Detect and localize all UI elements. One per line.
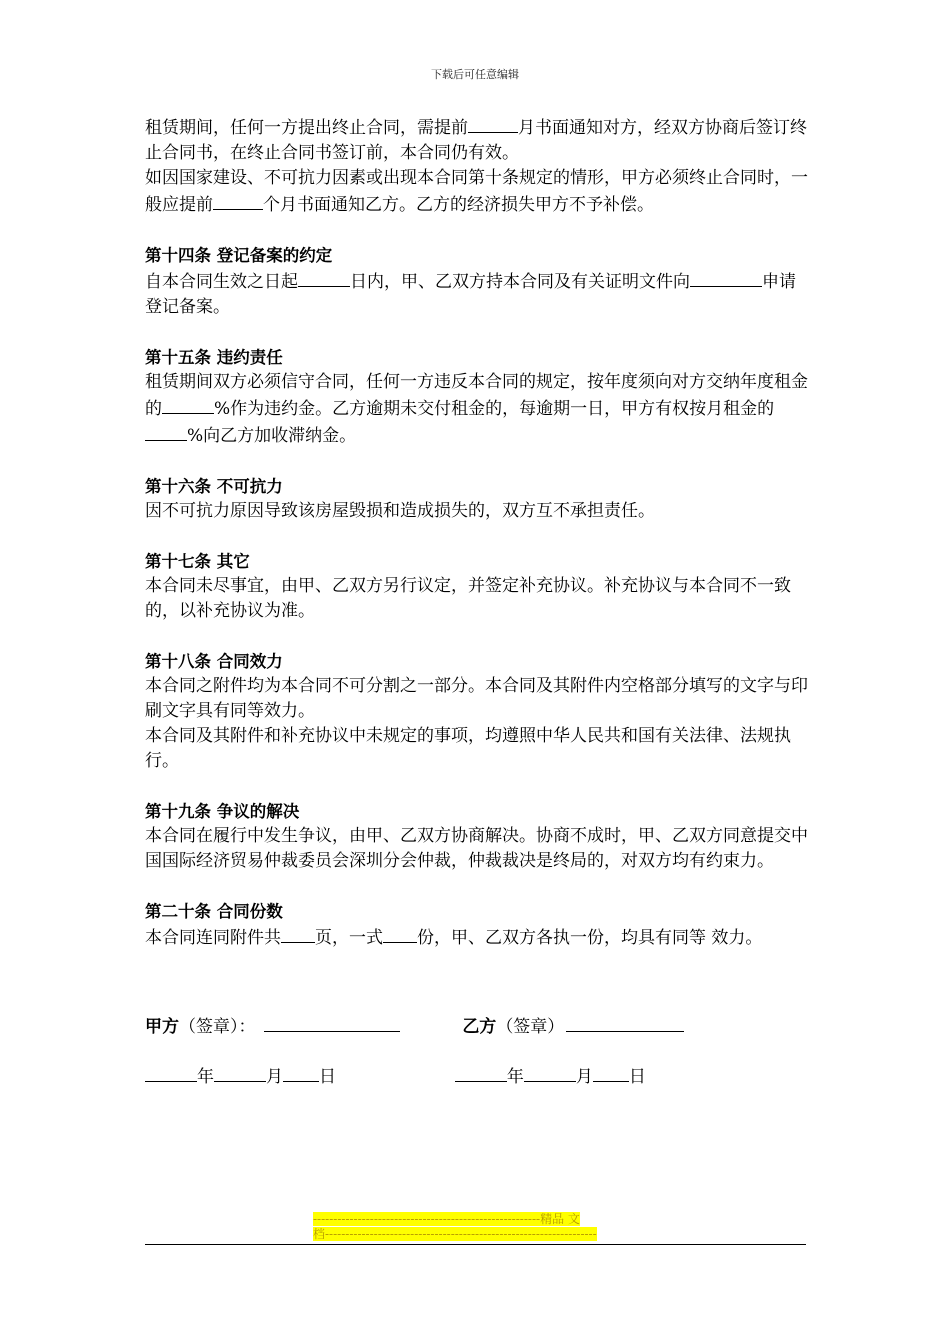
text: 日内，甲、乙双方持本合同及有关证明文件向 <box>350 272 690 292</box>
date-row <box>145 1062 646 1087</box>
text: %作为违约金。乙方逾期未交付租金的，每逾期一日，甲方有权按月租金的 <box>214 399 775 419</box>
blank-field <box>162 395 214 414</box>
paragraph <box>145 268 810 320</box>
text: 页，一式 <box>315 928 383 948</box>
section-20 <box>145 899 810 951</box>
text: 本合同连同附件共 <box>145 928 281 948</box>
blank-field <box>383 924 417 943</box>
blank-field <box>455 1063 507 1082</box>
intro-section <box>145 114 810 218</box>
signature-row <box>145 1012 684 1037</box>
footer-divider <box>145 1244 806 1245</box>
text: 个月书面通知乙方。乙方的经济损失甲方不予补偿。 <box>263 195 654 215</box>
text: %向乙方加收滞纳金。 <box>187 426 357 446</box>
paragraph: 本合同及其附件和补充协议中未规定的事项，均遵照中华人民共和国有关法律、法规执行。 <box>145 726 791 771</box>
party-b-seal-label: （签章） <box>496 1017 565 1037</box>
blank-field <box>283 1063 319 1082</box>
section-heading: 第二十条 合同份数 <box>145 902 283 921</box>
text: 申请登记备案。 <box>145 272 796 317</box>
blank-field <box>145 422 187 441</box>
footer-text: 档------------------------------------------------------------------- <box>313 1227 597 1241</box>
section-15 <box>145 345 810 449</box>
paragraph: 本合同之附件均为本合同不可分割之一部分。本合同及其附件内空格部分填写的文字与印刷文字具有同等效力。 <box>145 676 808 721</box>
month-label: 月 <box>266 1067 283 1087</box>
paragraph: 本合同未尽事宜，由甲、乙双方另行议定，并签定补充协议。补充协议与本合同不一致的，以补充协议为准。 <box>145 576 791 621</box>
blank-field <box>281 924 315 943</box>
text: 份，甲、乙双方各执一份，均具有同等 效力。 <box>417 928 763 948</box>
day-label: 日 <box>319 1067 336 1087</box>
blank-field <box>298 268 350 287</box>
section-17 <box>145 549 810 624</box>
party-a-signature-field <box>264 1013 400 1032</box>
section-heading: 第十六条 不可抗力 <box>145 477 283 496</box>
text: 租赁期间，任何一方提出终止合同，需提前 <box>145 118 468 138</box>
text: 月书面通知对方，经双方协商后签订终止合同书，在终止合同书签订前，本合同仍有效。 <box>145 118 807 163</box>
section-16 <box>145 474 810 524</box>
section-heading: 第十五条 违约责任 <box>145 348 283 367</box>
paragraph: 本合同在履行中发生争议，由甲、乙双方协商解决。协商不成时，甲、乙双方同意提交中国国际经济贸易仲裁委员会深圳分会仲裁，仲裁裁决是终局的，对双方均有约束力。 <box>145 826 808 871</box>
section-14 <box>145 243 810 320</box>
party-a-label: 甲方 <box>145 1017 179 1037</box>
section-heading: 第十七条 其它 <box>145 552 250 571</box>
blank-field <box>145 1063 197 1082</box>
blank-field <box>593 1063 629 1082</box>
blank-field <box>690 268 750 287</box>
page-header: 下载后可任意编辑 <box>431 68 519 81</box>
party-b-signature-field <box>566 1013 684 1032</box>
year-label: 年 <box>197 1067 214 1087</box>
month-label: 月 <box>575 1067 593 1087</box>
section-18 <box>145 649 810 774</box>
blank-field <box>750 268 762 287</box>
blank-field <box>468 114 518 133</box>
text: 租赁期间双方必须信守合同，任何一方违反本合同的规定，按年度须向对方交纳年度租金的 <box>145 372 808 419</box>
party-a-seal-label: （签章）： <box>179 1017 256 1037</box>
blank-field <box>213 191 263 210</box>
text: 自本合同生效之日起 <box>145 272 298 292</box>
contract-body <box>145 114 810 951</box>
day-label: 日 <box>628 1067 646 1087</box>
footer-text: --------------------------------------------------------精品 文 <box>313 1212 580 1226</box>
paragraph <box>145 166 810 218</box>
footer-watermark <box>313 1212 646 1242</box>
paragraph <box>145 114 810 166</box>
paragraph <box>145 924 810 951</box>
section-19 <box>145 799 810 874</box>
paragraph <box>145 370 810 449</box>
text: 如因国家建设、不可抗力因素或出现本合同第十条规定的情形，甲方必须终止合同时，一般应提前 <box>145 168 808 215</box>
paragraph: 因不可抗力原因导致该房屋毁损和造成损失的，双方互不承担责任。 <box>145 501 655 521</box>
section-heading: 第十九条 争议的解决 <box>145 802 300 821</box>
section-heading: 第十八条 合同效力 <box>145 652 283 671</box>
blank-field <box>524 1063 576 1082</box>
section-heading: 第十四条 登记备案的约定 <box>145 246 333 265</box>
year-label: 年 <box>506 1067 524 1087</box>
party-b-label: 乙方 <box>462 1017 497 1037</box>
blank-field <box>214 1063 266 1082</box>
